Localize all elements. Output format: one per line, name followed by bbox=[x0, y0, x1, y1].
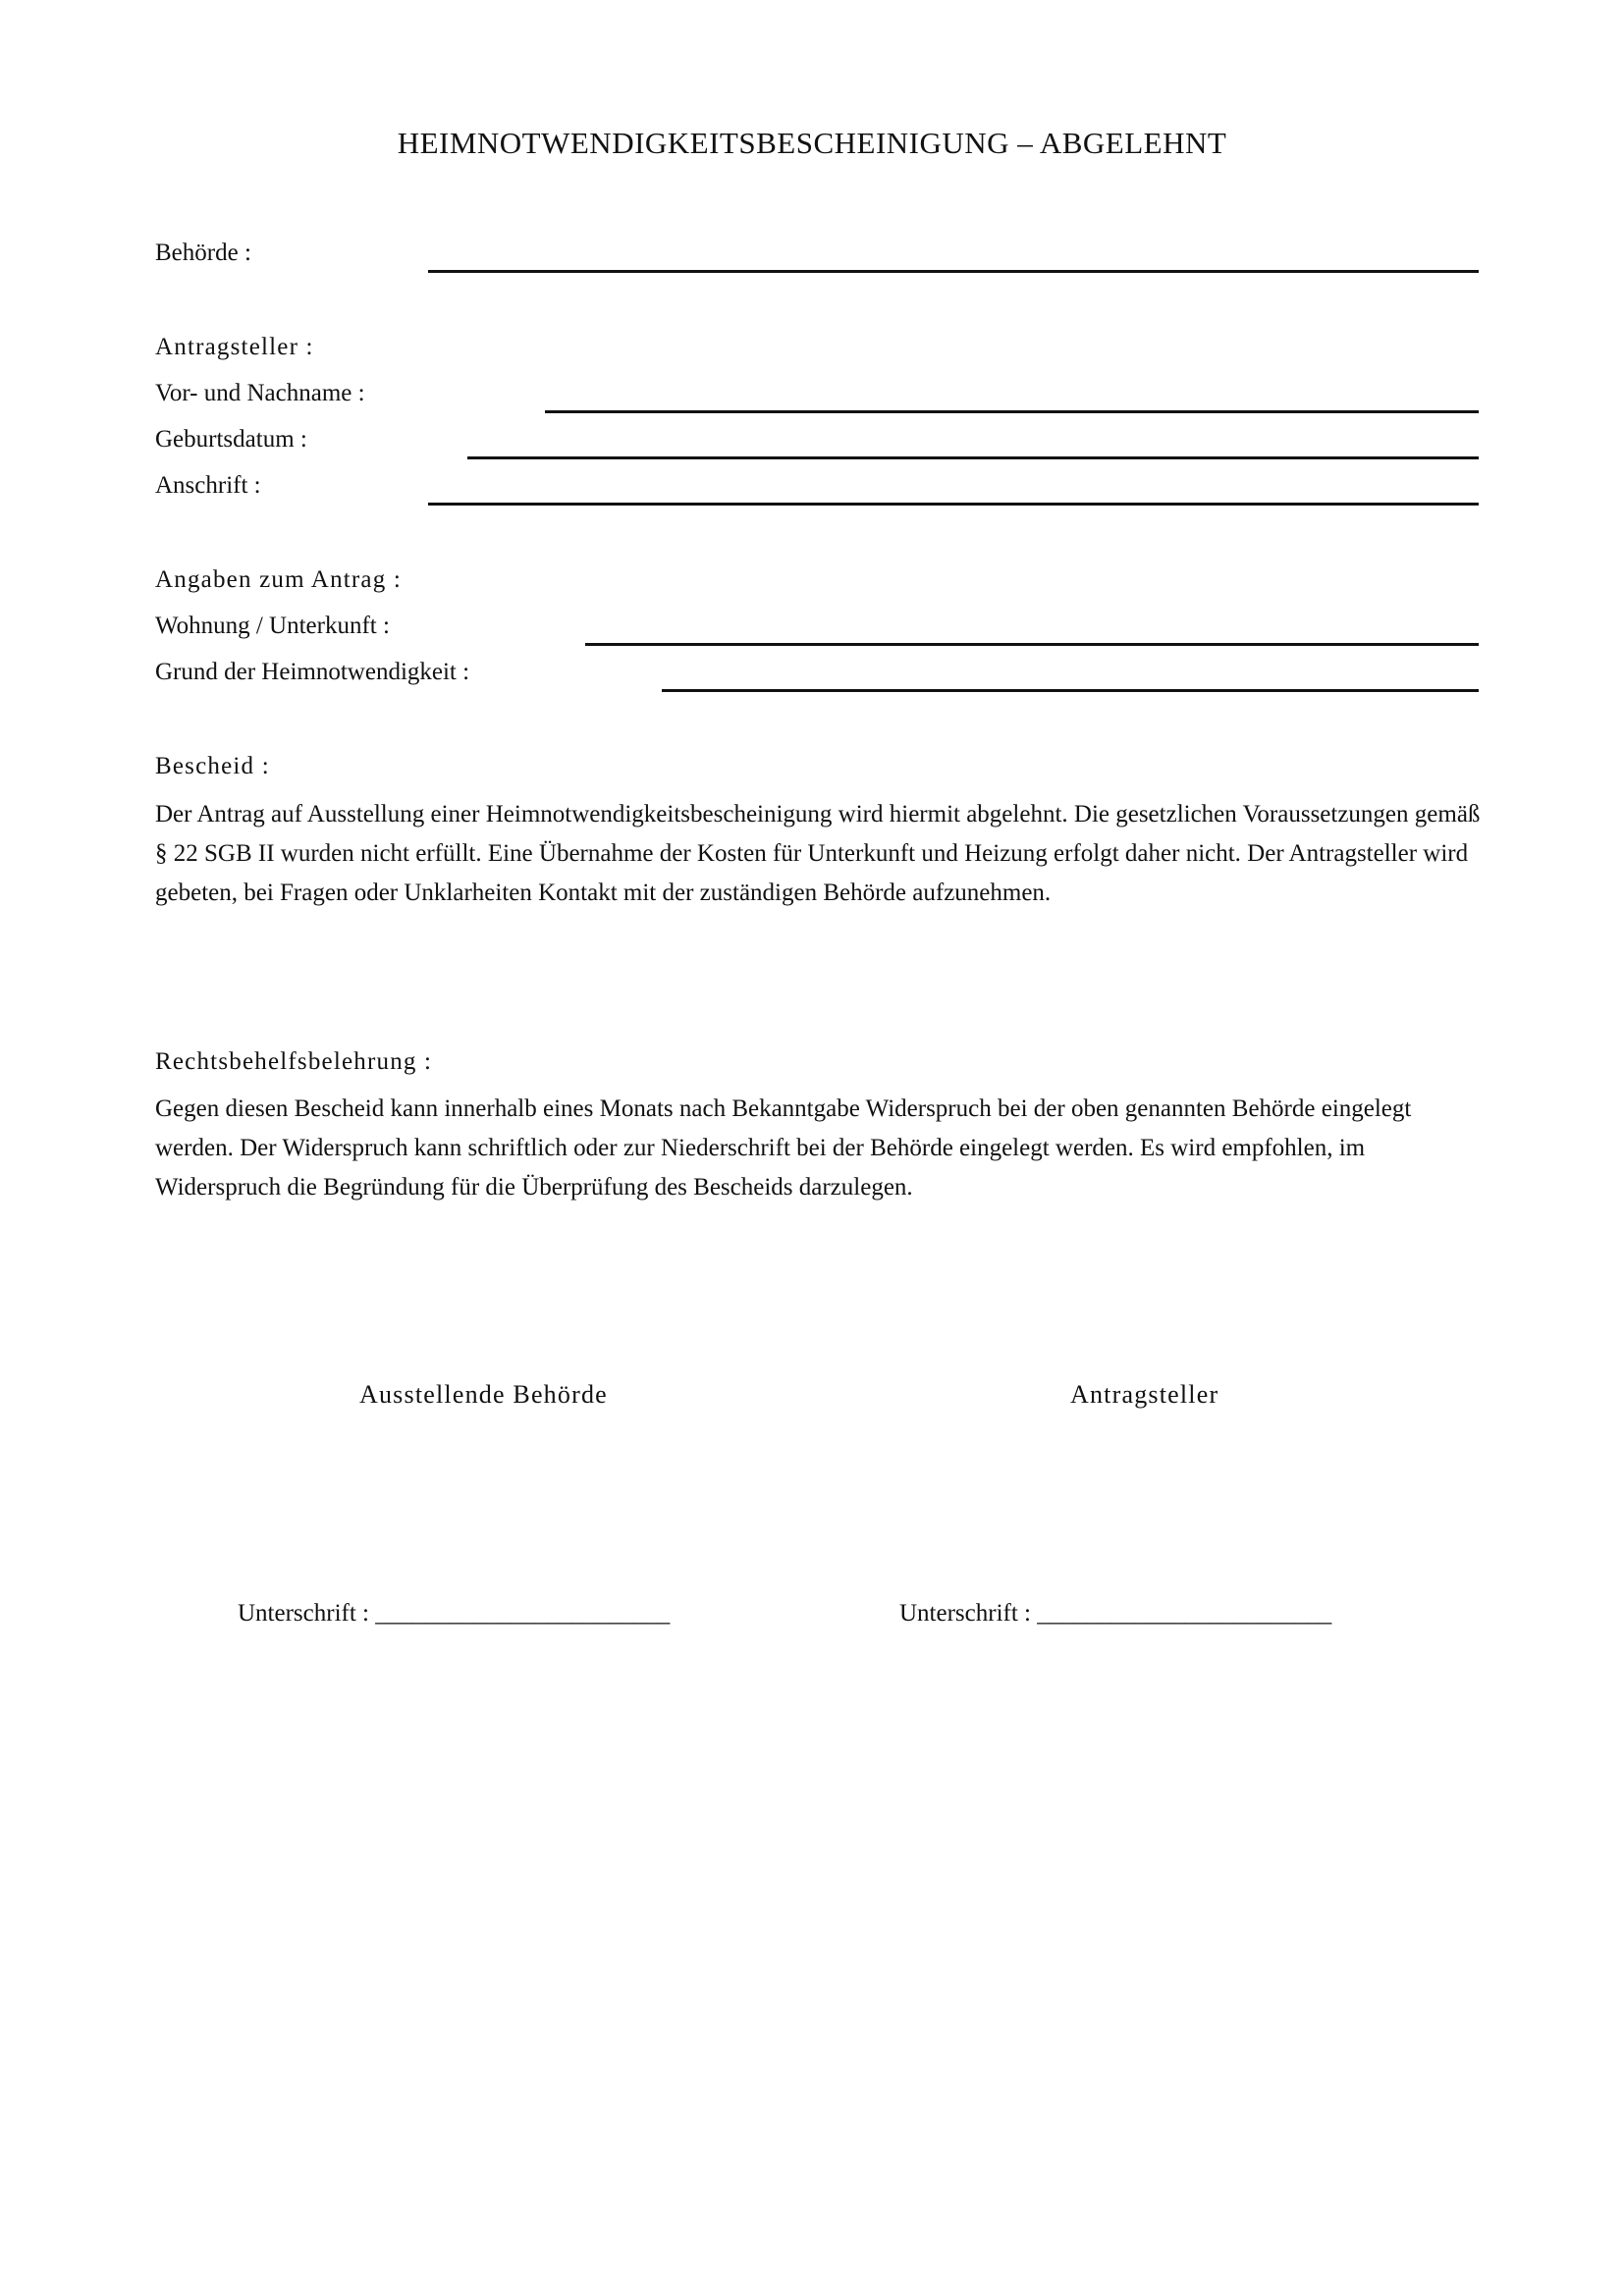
rechtsbehelf-heading: Rechtsbehelfsbelehrung : bbox=[155, 1048, 433, 1075]
wohnung-field-line[interactable] bbox=[585, 643, 1479, 646]
anschrift-field-line[interactable] bbox=[428, 503, 1479, 506]
signature-left-line[interactable]: Unterschrift : ________________________ bbox=[238, 1600, 671, 1627]
geburtsdatum-field-line[interactable] bbox=[467, 456, 1479, 459]
bescheid-heading: Bescheid : bbox=[155, 753, 270, 779]
grund-label: Grund der Heimnotwendigkeit : bbox=[155, 659, 470, 685]
antrag-heading: Angaben zum Antrag : bbox=[155, 566, 403, 593]
signature-right-heading: Antragsteller bbox=[1070, 1380, 1219, 1409]
behoerde-field-line[interactable] bbox=[428, 270, 1479, 273]
document-title: HEIMNOTWENDIGKEITSBESCHEINIGUNG – ABGELEHNT bbox=[397, 126, 1227, 160]
wohnung-label: Wohnung / Unterkunft : bbox=[155, 613, 390, 639]
rechtsbehelf-text: Gegen diesen Bescheid kann innerhalb eines Monats nach Bekanntgabe Widerspruch bei der oben genannten Behörde eingelegt werden. Der Widerspruch kann schriftlich oder zur Niederschrift bei der Behörde eingelegt werden. Es wird empfohlen, im Widerspruch die Begründung für die Überprüfung des Bescheids darzulegen. bbox=[155, 1095, 1412, 1201]
name-field-line[interactable] bbox=[545, 410, 1479, 413]
behoerde-label: Behörde : bbox=[155, 240, 251, 266]
bescheid-text: Der Antrag auf Ausstellung einer Heimnotwendigkeitsbescheinigung wird hiermit abgelehnt. Die gesetzlichen Voraussetzungen gemäß § 22 SGB II wurden nicht erfüllt. Eine Übernahme der Kosten für Unterkunft und Heizung erfolgt daher nicht. Der Antragsteller wird gebeten, bei Fragen oder Unklarheiten Kontakt mit der zuständigen Behörde aufzunehmen. bbox=[155, 801, 1481, 906]
anschrift-label: Anschrift : bbox=[155, 472, 261, 499]
signature-right-line[interactable]: Unterschrift : ________________________ bbox=[899, 1600, 1332, 1627]
grund-field-line[interactable] bbox=[662, 689, 1479, 692]
antragsteller-heading: Antragsteller : bbox=[155, 334, 314, 360]
name-label: Vor- und Nachname : bbox=[155, 380, 365, 406]
signature-left-heading: Ausstellende Behörde bbox=[359, 1380, 608, 1409]
geburtsdatum-label: Geburtsdatum : bbox=[155, 426, 307, 453]
